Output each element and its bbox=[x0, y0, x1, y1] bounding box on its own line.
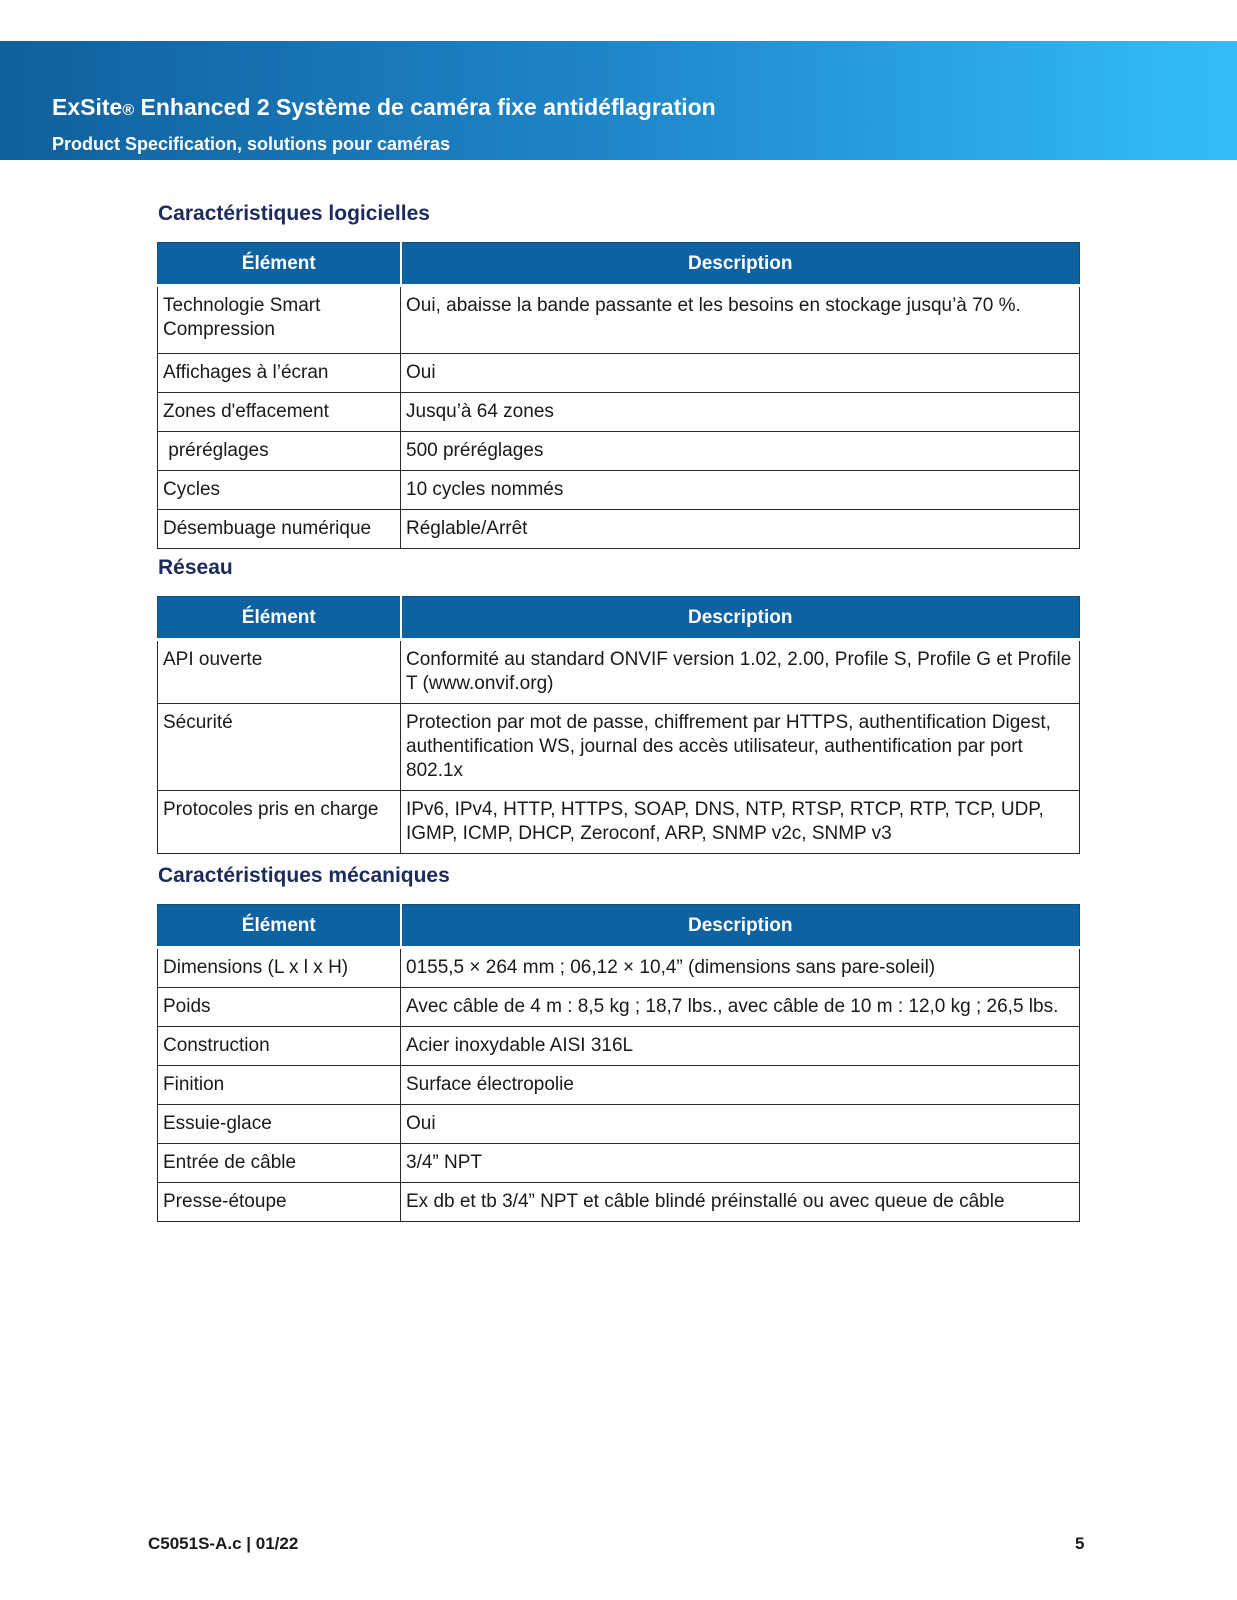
row-label: Dimensions (L x l x H) bbox=[158, 948, 401, 988]
table-row bbox=[158, 286, 1080, 354]
row-value: 3/4” NPT bbox=[401, 1144, 1080, 1183]
table-row bbox=[158, 1183, 1080, 1222]
table-row bbox=[158, 510, 1080, 549]
row-label: Désembuage numérique bbox=[158, 510, 401, 549]
table-header-row bbox=[158, 243, 1080, 286]
table-header-row bbox=[158, 597, 1080, 640]
row-value: Réglable/Arrêt bbox=[401, 510, 1080, 549]
table-row bbox=[158, 791, 1080, 854]
row-label: Affichages à l’écran bbox=[158, 354, 401, 393]
table-row bbox=[158, 704, 1080, 791]
column-header-element: Élément bbox=[158, 905, 401, 948]
column-header-description: Description bbox=[401, 597, 1080, 640]
row-value: IPv6, IPv4, HTTP, HTTPS, SOAP, DNS, NTP, RTSP, RTCP, RTP, TCP, UDP, IGMP, ICMP, DHCP, Zeroconf, ARP, SNMP v2c, SNMP v3 bbox=[401, 791, 1080, 854]
table-row bbox=[158, 393, 1080, 432]
row-value: Oui, abaisse la bande passante et les besoins en stockage jusqu’à 70 %. bbox=[401, 286, 1080, 354]
column-header-description: Description bbox=[401, 243, 1080, 286]
row-value: 0155,5 × 264 mm ; 06,12 × 10,4” (dimensions sans pare-soleil) bbox=[401, 948, 1080, 988]
section-title-mechanical: Caractéristiques mécaniques bbox=[158, 864, 450, 887]
row-label: Sécurité bbox=[158, 704, 401, 791]
software-spec-table bbox=[157, 242, 1080, 549]
row-value: Protection par mot de passe, chiffrement par HTTPS, authentification Digest, authentification WS, journal des accès utilisateur, authentification par port 802.1x bbox=[401, 704, 1080, 791]
row-label: Entrée de câble bbox=[158, 1144, 401, 1183]
row-value: Oui bbox=[401, 1105, 1080, 1144]
section-title-network: Réseau bbox=[158, 556, 233, 579]
row-label: préréglages bbox=[158, 432, 401, 471]
table-row bbox=[158, 640, 1080, 704]
row-label: Presse-étoupe bbox=[158, 1183, 401, 1222]
mechanical-spec-table bbox=[157, 904, 1080, 1222]
row-label: Finition bbox=[158, 1066, 401, 1105]
column-header-description: Description bbox=[401, 905, 1080, 948]
table-row bbox=[158, 1105, 1080, 1144]
row-value: 500 préréglages bbox=[401, 432, 1080, 471]
network-spec-table bbox=[157, 596, 1080, 854]
row-value: Avec câble de 4 m : 8,5 kg ; 18,7 lbs., avec câble de 10 m : 12,0 kg ; 26,5 lbs. bbox=[401, 988, 1080, 1027]
row-value: Conformité au standard ONVIF version 1.02, 2.00, Profile S, Profile G et Profile T (www.onvif.org) bbox=[401, 640, 1080, 704]
table-row bbox=[158, 1144, 1080, 1183]
row-label: API ouverte bbox=[158, 640, 401, 704]
row-value: Acier inoxydable AISI 316L bbox=[401, 1027, 1080, 1066]
table-row bbox=[158, 1066, 1080, 1105]
table-row bbox=[158, 1027, 1080, 1066]
column-header-element: Élément bbox=[158, 597, 401, 640]
table-row bbox=[158, 948, 1080, 988]
document-code: C5051S-A.c | 01/22 bbox=[148, 1534, 299, 1553]
page-number: 5 bbox=[1075, 1534, 1085, 1553]
document-subtitle: Product Specification, solutions pour caméras bbox=[52, 134, 451, 154]
row-label: Protocoles pris en charge bbox=[158, 791, 401, 854]
table-row bbox=[158, 988, 1080, 1027]
table-row bbox=[158, 354, 1080, 393]
row-label: Zones d'effacement bbox=[158, 393, 401, 432]
table-header-row bbox=[158, 905, 1080, 948]
row-label: Construction bbox=[158, 1027, 401, 1066]
table-row bbox=[158, 471, 1080, 510]
section-title-software: Caractéristiques logicielles bbox=[158, 202, 430, 225]
row-value: Jusqu’à 64 zones bbox=[401, 393, 1080, 432]
column-header-element: Élément bbox=[158, 243, 401, 286]
row-label: Cycles bbox=[158, 471, 401, 510]
row-label: Essuie-glace bbox=[158, 1105, 401, 1144]
row-value: Ex db et tb 3/4” NPT et câble blindé préinstallé ou avec queue de câble bbox=[401, 1183, 1080, 1222]
row-value: Oui bbox=[401, 354, 1080, 393]
row-value: 10 cycles nommés bbox=[401, 471, 1080, 510]
table-row bbox=[158, 432, 1080, 471]
row-label: Technologie Smart Compression bbox=[158, 286, 401, 354]
document-title: ExSite® Enhanced 2 Système de caméra fixe antidéflagration bbox=[52, 94, 716, 120]
row-label: Poids bbox=[158, 988, 401, 1027]
header-banner bbox=[0, 41, 1237, 160]
row-value: Surface électropolie bbox=[401, 1066, 1080, 1105]
